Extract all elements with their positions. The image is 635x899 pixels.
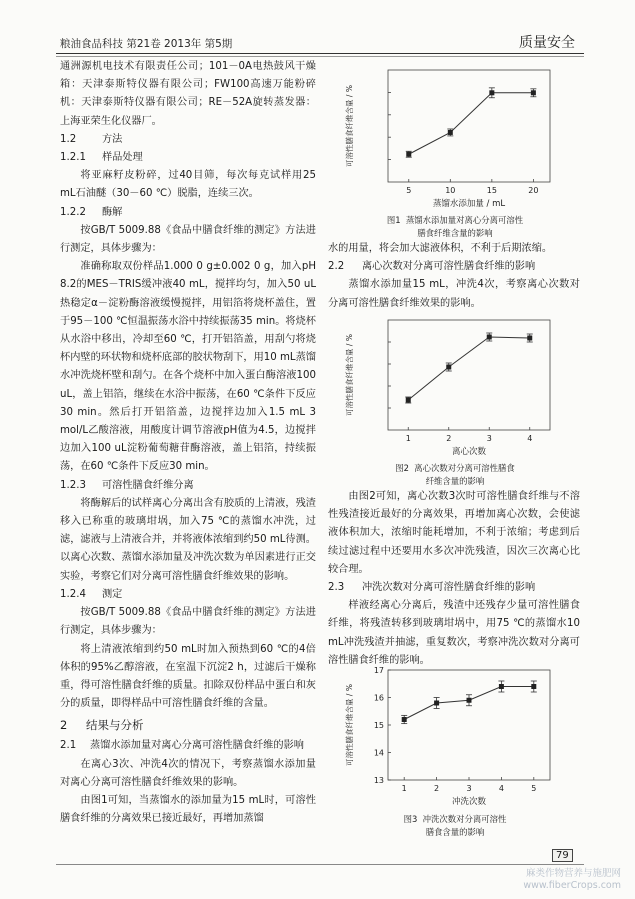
result-2-2-analysis: 由图2可知，离心次数3次时可溶性膳食纤维与不溶性残渣接近最好的分离效果，再增加离心次数，会使滤液体积加大，浓缩时能耗增加，不利于浓缩；考虑到后续过滤过程中还要用水多次冲洗残渣，因次三次离心比较合理。 xyxy=(328,491,580,575)
y-tick-label: 15 xyxy=(373,721,384,730)
result-2-1-paragraph-2: 由图1可知，当蒸馏水的添加量为15 mL时，可溶性膳食纤维的分离效果已接近最好，再增加蒸馏 xyxy=(60,794,316,825)
section-2-2-heading: 2.2 离心次数对分离可溶性膳食纤维的影响 xyxy=(328,261,536,273)
x-axis-label: 冲洗次数 xyxy=(451,797,487,807)
data-point-group xyxy=(447,129,453,136)
data-point-group xyxy=(405,397,411,403)
y-tick-label: 14 xyxy=(373,748,384,758)
section-1-2-2-heading: 1.2.2 酶解 xyxy=(60,206,123,218)
x-tick-label: 4 xyxy=(498,784,504,793)
figure-2 xyxy=(330,312,580,460)
page-number: 79 xyxy=(552,849,573,862)
x-tick-label: 2 xyxy=(446,434,452,443)
section-1-2-4-heading: 1.2.4 测定 xyxy=(60,588,123,600)
y-tick-label: 13 xyxy=(373,776,384,785)
determination-paragraph-1: 按GB/T 5009.88《食品中膳食纤维的测定》方法进行测定，具体步骤为： xyxy=(60,607,316,637)
data-point xyxy=(446,365,451,370)
x-tick-label: 1 xyxy=(401,784,407,793)
x-tick-label: 3 xyxy=(466,784,472,793)
x-tick-label: 4 xyxy=(527,434,533,443)
enzymolysis-paragraph-2: 准确称取双份样品1.000 0 g±0.002 0 g，加入pH 8.2的MES－TRIS缓冲液40 mL，搅拌均匀，加入50 uL热稳定α－淀粉酶溶液缓慢搅拌，用铝箔将烧杯盖住，置于95－100 ℃恒温振荡水浴中持续振荡35 min。将烧杯从水浴中移出，冷却至60 ℃，打开铝箔盖，用刮勺将烧杯内壁的环状物和烧杯底部的胶状物刮下，用10 mL蒸馏水冲洗烧杯壁和刮勺。在各个烧杯中加入蛋白酶溶液100 uL，盖上铝箔，继续在水浴中振荡，在60 ℃条件下反应30 min。然后打开铝箔盖，边搅拌边加入1.5 mL 3 mol/L乙酸溶液，用酸度计调节溶液pH值为4.5，边搅拌边加入100 uL淀粉葡萄糖苷酶溶液，盖上铝箔，持续振荡，在60 ℃条件下反应30 min。 xyxy=(60,261,316,473)
figure-3-caption: 图3 冲洗次数对分离可溶性 膳食含量的影响 xyxy=(403,814,507,837)
data-point xyxy=(448,130,453,135)
x-tick-label: 10 xyxy=(445,186,456,195)
section-2-3-heading: 2.3 冲洗次数对分离可溶性膳食纤维的影响 xyxy=(328,582,536,594)
figure-1-caption: 图1 蒸馏水添加量对离心分离可溶性 膳食纤维含量的影响 xyxy=(386,215,524,238)
section-1-2-heading: 1.2 方法 xyxy=(60,133,123,145)
continuation-paragraph: 水的用量，将会加大滤液体积，不利于后期浓缩。 xyxy=(328,243,553,254)
data-point-group xyxy=(498,681,504,692)
data-point-group xyxy=(434,698,440,709)
y-axis-label: 可溶性膳食纤维含量 / % xyxy=(345,684,354,766)
section-2-heading: 2 结果与分析 xyxy=(60,718,144,733)
figure-3-chart xyxy=(330,662,580,810)
data-point xyxy=(406,152,411,157)
data-point xyxy=(434,701,439,706)
data-point-group xyxy=(527,334,533,342)
x-tick-label: 1 xyxy=(405,434,411,443)
data-point xyxy=(527,336,532,341)
figure-1-chart xyxy=(330,62,580,212)
data-point-group xyxy=(466,695,472,706)
result-2-2-paragraph: 蒸馏水添加量15 mL，冲洗4次，考察离心次数对分离可溶性膳食纤维效果的影响。 xyxy=(328,279,580,309)
data-point xyxy=(489,90,494,95)
result-2-1-paragraph-1: 在离心3次、冲洗4次的情况下，考察蒸馏水添加量对离心分离可溶性膳食纤维效果的影响。 xyxy=(60,758,316,788)
figure-2-chart xyxy=(330,312,580,460)
data-point-group xyxy=(446,363,452,371)
figure-3 xyxy=(330,662,580,810)
footer-rule xyxy=(56,864,584,865)
separation-paragraph: 将酶解后的试样离心分离出含有胶质的上清液，残渣移入已称重的玻璃坩埚，加入75 ℃的蒸馏水冲洗，过滤，滤液与上清液合并，并将液体浓缩到约50 mL待测。以离心次数、蒸馏水添加量及冲洗次数为单因素进行正交实验，考察它们对分离可溶性膳食纤维效果的影响。 xyxy=(60,497,316,582)
result-2-3-paragraph: 样液经离心分离后，残渣中还残存少量可溶性膳食纤维，将残渣转移到玻璃坩埚中，用75 ℃的蒸馏水10 mL冲洗残渣并抽滤，重复数次，考察冲洗次数对分离可溶性膳食纤维的影响。 xyxy=(328,600,580,666)
series-line xyxy=(408,337,530,400)
x-axis-label: 离心次数 xyxy=(451,447,487,457)
header-rule xyxy=(56,53,584,54)
data-point-group xyxy=(489,88,495,98)
x-tick-label: 5 xyxy=(531,784,537,793)
right-column-block-1 xyxy=(328,240,580,313)
running-header-section: 质量安全 xyxy=(519,35,575,51)
data-point-group xyxy=(406,151,412,157)
data-point xyxy=(487,335,492,340)
plot-frame xyxy=(388,320,550,430)
data-point-group xyxy=(531,681,537,692)
section-2-1-heading: 2.1 蒸馏水添加量对离心分离可溶性膳食纤维的影响 xyxy=(60,740,304,752)
x-tick-label: 3 xyxy=(486,434,492,443)
series-line xyxy=(409,93,534,154)
x-tick-label: 15 xyxy=(486,186,497,195)
sample-processing-paragraph: 将亚麻籽皮粉碎，过40目筛，每次每克试样用25 mL石油醚（30－60 ℃）脱脂，连续三次。 xyxy=(60,170,316,200)
data-point xyxy=(467,698,472,703)
equipment-paragraph: 通洲源机电技术有限责任公司；101－0A电热鼓风干燥箱：天津泰斯特仪器有限公司；FW100高速万能粉碎机：天津泰斯特仪器有限公司；RE－52A旋转蒸发器：上海亚荣生化仪器厂。 xyxy=(60,61,316,127)
figure-2-caption: 图2 离心次数对分离可溶性膳食 纤维含量的影响 xyxy=(395,463,515,486)
watermark: 麻类作物营养与施肥网 www.fiberCrops.com xyxy=(523,868,621,891)
y-tick-label: 16 xyxy=(373,693,384,703)
data-point xyxy=(406,398,411,403)
data-point-group xyxy=(530,89,536,97)
plot-frame xyxy=(388,70,550,182)
section-1-2-1-heading: 1.2.1 样品处理 xyxy=(60,152,143,164)
data-point xyxy=(402,717,407,722)
data-point xyxy=(531,90,536,95)
x-axis-label: 蒸馏水添加量 / mL xyxy=(432,199,506,209)
data-point-group xyxy=(486,333,492,341)
header-rule-secondary xyxy=(56,56,584,57)
x-tick-label: 2 xyxy=(434,784,440,793)
y-axis-label: 可溶性膳食纤维含量 / % xyxy=(345,85,354,167)
x-tick-label: 20 xyxy=(528,186,539,195)
section-1-2-3-heading: 1.2.3 可溶性膳食纤维分离 xyxy=(60,479,194,491)
data-point xyxy=(499,684,504,689)
left-column xyxy=(60,58,316,828)
y-tick-label: 17 xyxy=(373,666,384,675)
determination-paragraph-2: 将上清液浓缩到约50 mL时加入预热到60 ℃的4倍体积的95%乙醇溶液，在室温下沉淀2 h，过滤后干燥称重，得可溶性膳食纤维的质量。扣除双份样品中蛋白和灰分的质量，即得样品中可溶性膳食纤维的含量。 xyxy=(60,643,316,710)
right-column-block-2 xyxy=(328,488,580,670)
data-point-group xyxy=(401,715,407,723)
x-tick-label: 5 xyxy=(406,186,412,195)
enzymolysis-paragraph-1: 按GB/T 5009.88《食品中膳食纤维的测定》方法进行测定，具体步骤为： xyxy=(60,224,316,255)
running-header-journal: 粮油食品科技 第21卷 2013年 第5期 xyxy=(60,38,233,50)
y-axis-label: 可溶性膳食纤维含量 / % xyxy=(345,334,354,416)
data-point xyxy=(531,684,536,689)
figure-1 xyxy=(330,62,580,212)
